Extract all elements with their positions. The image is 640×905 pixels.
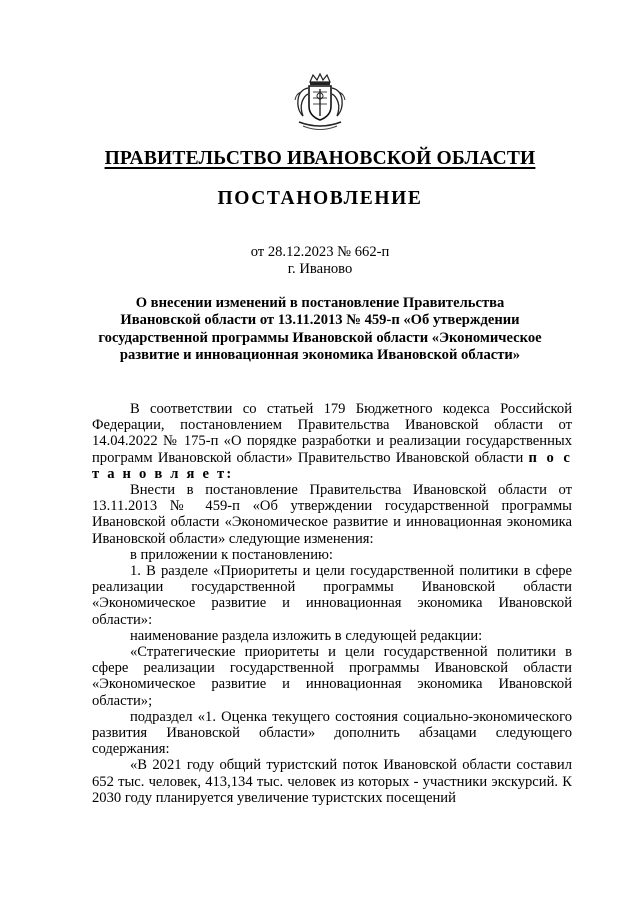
- preamble-colon: :: [226, 465, 234, 482]
- government-name: [0, 148, 640, 170]
- body-paragraph: Внести в постановление Правительства Ивановской области от 13.11.2013 № 459-п «Об утверждении государственной программы Ивановской области «Экономическое развитие и инновационная экономика Ивановской области» следующие изменения:: [92, 482, 572, 547]
- date-number: от 28.12.2023 № 662-п: [250, 244, 390, 260]
- government-name-text: ПРАВИТЕЛЬСТВО ИВАНОВСКОЙ ОБЛАСТИ: [104, 148, 536, 169]
- body-paragraph: 1. В разделе «Приоритеты и цели государственной политики в сфере реализации государственной программы Ивановской области «Экономическое развитие и инновационная экономика Ивановской области»:: [92, 563, 572, 628]
- document-subject: О внесении изменений в постановление Правительства Ивановской области от 13.11.2013 № 459-п «Об утверждении государственной программы Ивановской области «Экономическое развитие и инновационная экономика Ивановской области»: [98, 295, 542, 363]
- document-meta: [0, 244, 640, 278]
- document-type: ПОСТАНОВЛЕНИЕ: [217, 188, 423, 209]
- decree-word: п о с т а н о в л я е т: [92, 449, 572, 482]
- city: г. Иваново: [287, 261, 353, 277]
- body-paragraph: подраздел «1. Оценка текущего состояния социально-экономического развития Ивановской области» дополнить абзацами следующего содержания:: [92, 708, 572, 758]
- body-paragraph: «Стратегические приоритеты и цели государственной политики в сфере реализации государственной программы Ивановской области «Экономическое развитие и инновационная экономика Ивановской области»;: [92, 644, 572, 709]
- coat-of-arms-icon: [293, 72, 347, 134]
- body-paragraph: в приложении к постановлению:: [130, 546, 333, 563]
- body-paragraph: «В 2021 году общий туристский поток Ивановской области составил 652 тыс. человек, 413,134 тыс. человек из которых - участники экскурсий. К 2030 году планируется увеличение туристских посещений: [92, 757, 572, 806]
- document-body: [92, 401, 572, 806]
- preamble-text: В соответствии со статьей 179 Бюджетного кодекса Российской Федерации, постановлением Правительства Ивановской области от 14.04.2022 № 175-п «О порядке разработки и реализации государственных программ Ивановской области» Правительство Ивановской области: [92, 401, 572, 466]
- body-paragraph: наименование раздела изложить в следующей редакции:: [130, 627, 483, 644]
- preamble-paragraph: [92, 401, 572, 482]
